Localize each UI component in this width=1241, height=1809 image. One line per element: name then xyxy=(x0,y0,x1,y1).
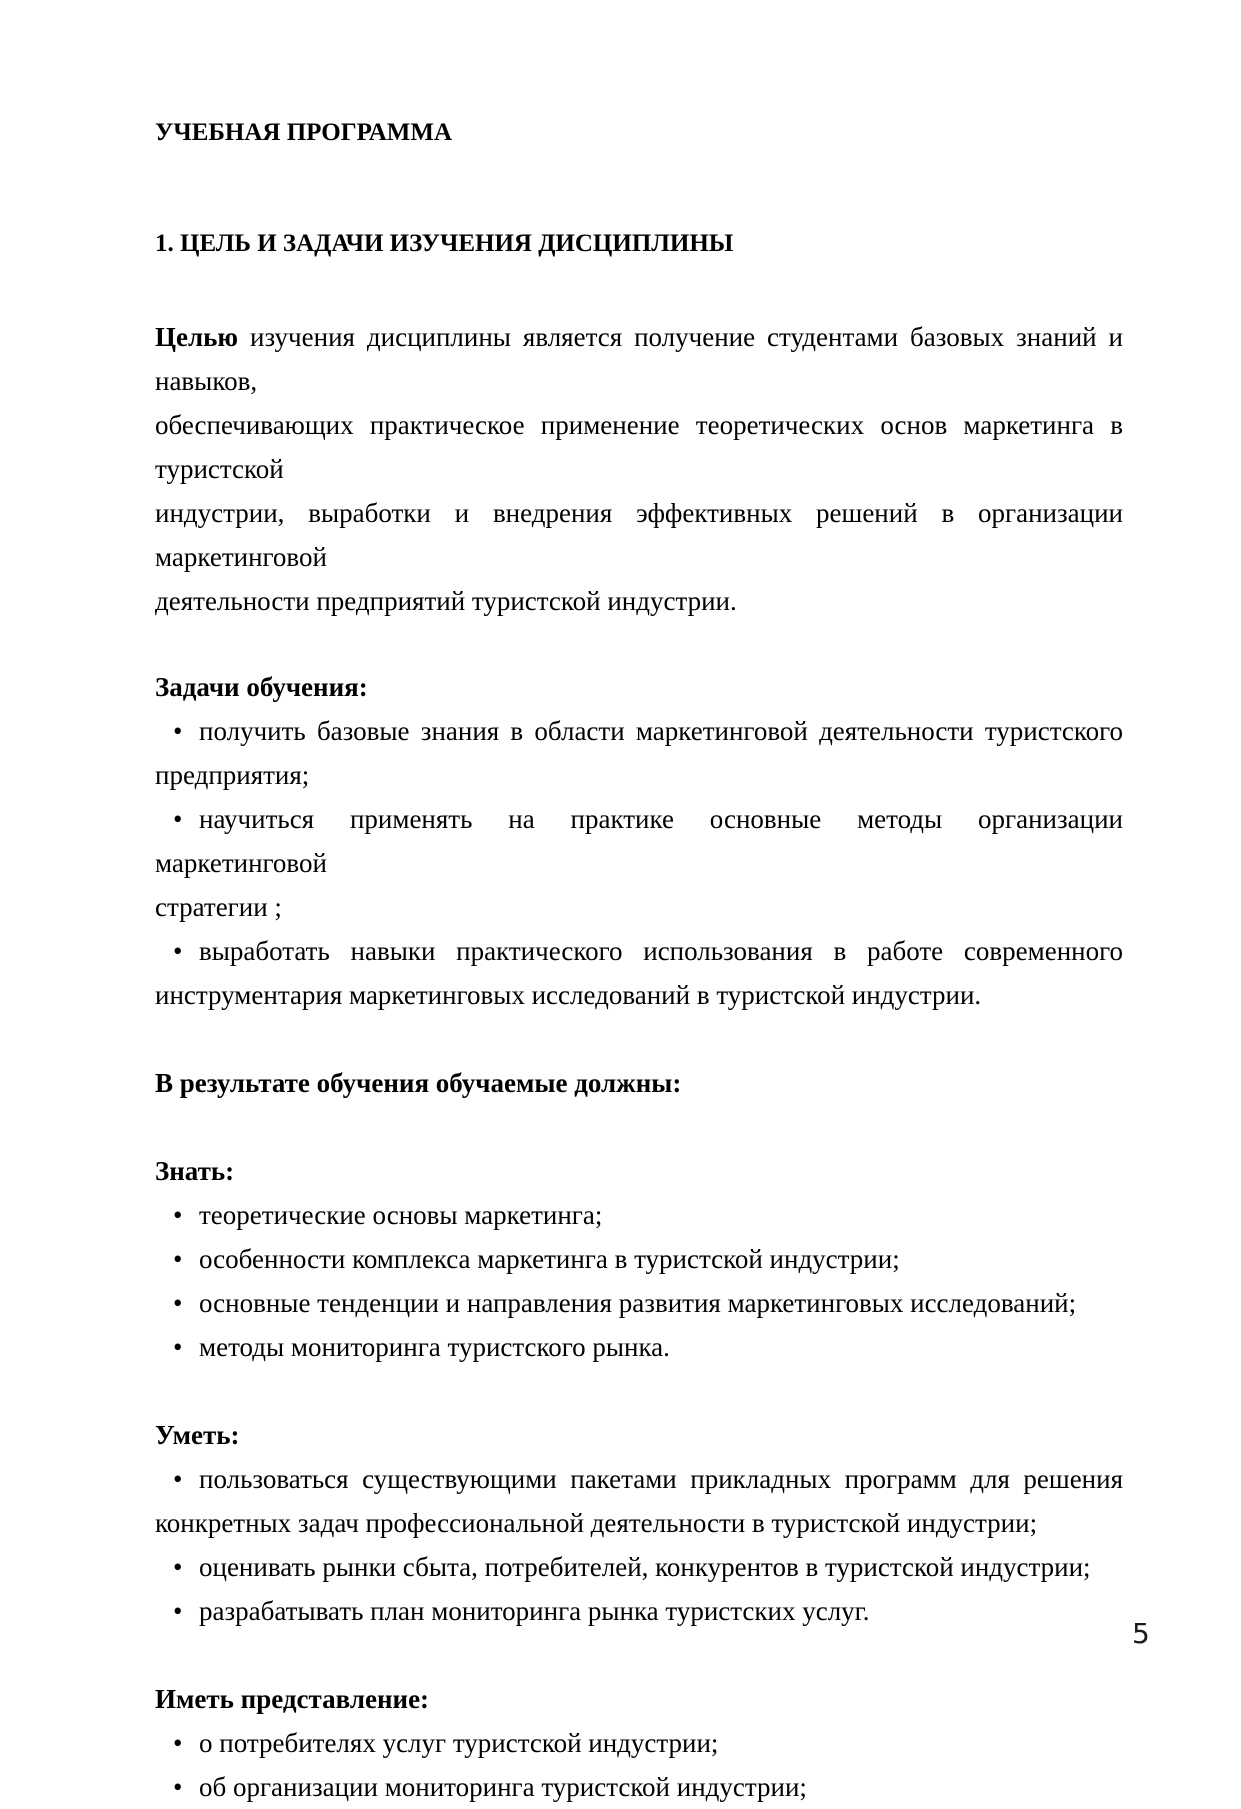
bullet-item xyxy=(155,1457,1123,1501)
bullet-text: выработать навыки практического использования в работе современного xyxy=(199,936,1123,966)
bullet-item xyxy=(155,1193,1123,1237)
bullet-text: особенности комплекса маркетинга в туристской индустрии; xyxy=(199,1244,900,1274)
bullet-item xyxy=(155,1237,1123,1281)
spacer xyxy=(155,623,1123,665)
document-content xyxy=(155,111,1123,1809)
bullet-icon: • xyxy=(173,1728,183,1758)
section-heading-results: В результате обучения обучаемые должны: xyxy=(155,1068,682,1098)
bullet-item-continuation: конкретных задач профессиональной деятельности в туристской индустрии; xyxy=(155,1508,1038,1538)
bullet-item xyxy=(155,1721,1123,1765)
bullet-item xyxy=(155,1325,1123,1369)
purpose-lead-word: Целью xyxy=(155,322,239,352)
page-number: 5 xyxy=(1132,1617,1150,1650)
section-heading-able: Уметь: xyxy=(155,1420,240,1450)
bullet-icon: • xyxy=(173,1772,183,1802)
section-heading-tasks: Задачи обучения: xyxy=(155,672,368,702)
bullet-item-continuation: стратегии ; xyxy=(155,892,282,922)
bullet-icon: • xyxy=(173,1200,183,1230)
spacer xyxy=(155,1633,1123,1677)
bullet-icon: • xyxy=(173,1244,183,1274)
purpose-paragraph-line: обеспечивающих практическое применение теоретических основ маркетинга в туристской xyxy=(155,410,1123,484)
bullet-item-continuation: инструментария маркетинговых исследований в туристской индустрии. xyxy=(155,980,982,1010)
bullet-text: теоретические основы маркетинга; xyxy=(199,1200,603,1230)
bullet-item xyxy=(155,929,1123,973)
spacer xyxy=(155,1369,1123,1413)
bullet-icon: • xyxy=(173,804,183,834)
section-heading-aware: Иметь представление: xyxy=(155,1684,430,1714)
bullet-text: о потребителях услуг туристской индустрии; xyxy=(199,1728,719,1758)
purpose-paragraph-line: индустрии, выработки и внедрения эффективных решений в организации маркетинговой xyxy=(155,498,1123,572)
section-heading-know: Знать: xyxy=(155,1156,235,1186)
bullet-icon: • xyxy=(173,936,183,966)
bullet-item xyxy=(155,1765,1123,1809)
bullet-text: методы мониторинга туристского рынка. xyxy=(199,1332,670,1362)
bullet-text: оценивать рынки сбыта, потребителей, конкурентов в туристской индустрии; xyxy=(199,1552,1091,1582)
bullet-item xyxy=(155,797,1123,885)
bullet-icon: • xyxy=(173,1596,183,1626)
purpose-paragraph-line: деятельности предприятий туристской индустрии. xyxy=(155,586,737,616)
bullet-text: основные тенденции и направления развития маркетинговых исследований; xyxy=(199,1288,1077,1318)
purpose-paragraph-line xyxy=(155,315,1123,403)
purpose-line1-rest: изучения дисциплины является получение студентами базовых знаний и навыков, xyxy=(155,322,1123,396)
bullet-item-continuation: предприятия; xyxy=(155,760,310,790)
bullet-icon: • xyxy=(173,1288,183,1318)
chapter-heading: 1. ЦЕЛЬ И ЗАДАЧИ ИЗУЧЕНИЯ ДИСЦИПЛИНЫ xyxy=(155,230,734,257)
bullet-icon: • xyxy=(173,1464,183,1494)
bullet-text: пользоваться существующими пакетами прикладных программ для решения xyxy=(199,1464,1123,1494)
spacer xyxy=(155,1105,1123,1149)
bullet-text: получить базовые знания в области маркетинговой деятельности туристского xyxy=(199,716,1123,746)
bullet-item xyxy=(155,1545,1123,1589)
bullet-icon: • xyxy=(173,1332,183,1362)
spacer xyxy=(155,1017,1123,1061)
bullet-item xyxy=(155,1589,1123,1633)
page-title: УЧЕБНАЯ ПРОГРАММА xyxy=(155,119,452,146)
bullet-icon: • xyxy=(173,716,183,746)
bullet-item xyxy=(155,709,1123,753)
bullet-icon: • xyxy=(173,1552,183,1582)
bullet-text: об организации мониторинга туристской индустрии; xyxy=(199,1772,807,1802)
bullet-item xyxy=(155,1281,1123,1325)
bullet-text: разрабатывать план мониторинга рынка туристских услуг. xyxy=(199,1596,870,1626)
bullet-text: научиться применять на практике основные методы организации маркетинговой xyxy=(155,804,1123,878)
